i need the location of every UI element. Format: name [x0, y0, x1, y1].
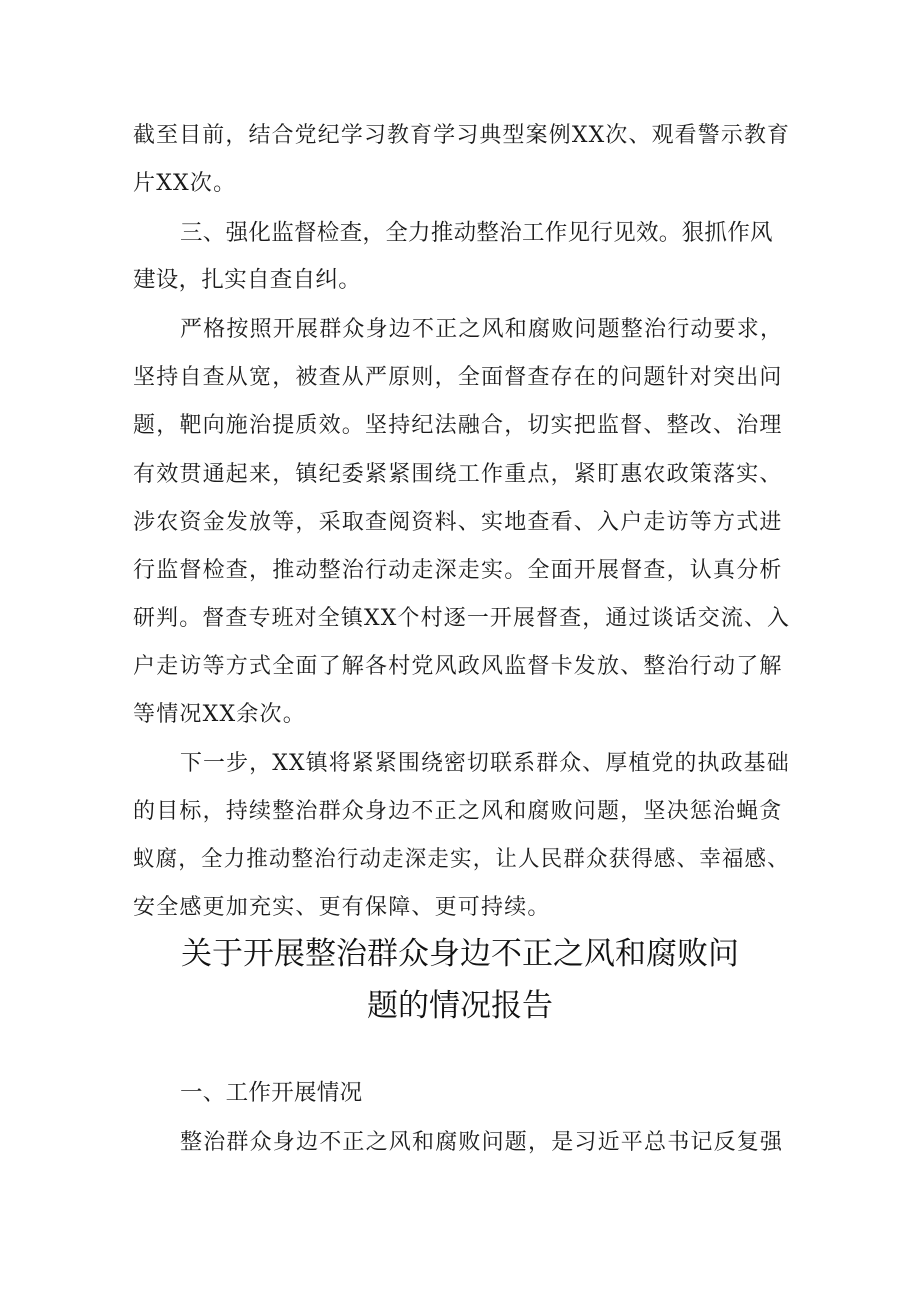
- report-title: 题的情况报告: [367, 988, 553, 1024]
- paragraph-line: 涉农资金发放等，采取查阅资料、实地查看、入户走访等方式进: [133, 510, 783, 535]
- paragraph-line: 截至目前，结合党纪学习教育学习典型案例XX次、观看警示教育: [133, 123, 791, 148]
- section-heading: 一、工作开展情况: [180, 1080, 363, 1106]
- section-heading: 建设，扎实自查自纠。: [133, 267, 362, 293]
- paragraph-line: 户走访等方式全面了解各村党风政风监督卡发放、整治行动了解: [133, 654, 783, 679]
- paragraph-line: 整治群众身边不正之风和腐败问题，是习近平总书记反复强: [180, 1130, 784, 1155]
- paragraph-line: 安全感更加充实、更有保障、更可持续。: [133, 895, 551, 920]
- paragraph-line: 研判。督查专班对全镇XX个村逐一开展督查，通过谈话交流、入: [133, 606, 791, 631]
- report-title: 关于开展整治群众身边不正之风和腐败问: [181, 936, 739, 972]
- paragraph-line: 等情况XX余次。: [133, 702, 306, 727]
- paragraph-line: 行监督检查，推动整治行动走深走实。全面开展督查，认真分析: [133, 558, 783, 583]
- paragraph-line: 蚁腐，全力推动整治行动走深走实，让人民群众获得感、幸福感、: [133, 847, 790, 872]
- paragraph-line: 片XX次。: [133, 171, 237, 196]
- paragraph-line: 下一步，XX镇将紧紧围绕密切联系群众、厚植党的执政基础: [180, 751, 790, 776]
- paragraph-line: 的目标，持续整治群众身边不正之风和腐败问题，坚决惩治蝇贪: [133, 799, 783, 824]
- paragraph-line: 严格按照开展群众身边不正之风和腐败问题整治行动要求，: [180, 317, 784, 342]
- paragraph-line: 题，靶向施治提质效。坚持纪法融合，切实把监督、整改、治理: [133, 413, 783, 438]
- section-heading: 三、强化监督检查，全力推动整治工作见行见效。狠抓作风: [180, 220, 773, 246]
- paragraph-line: 坚持自查从宽，被查从严原则，全面督查存在的问题针对突出问: [133, 365, 783, 390]
- paragraph-line: 有效贯通起来，镇纪委紧紧围绕工作重点，紧盯惠农政策落实、: [133, 462, 783, 487]
